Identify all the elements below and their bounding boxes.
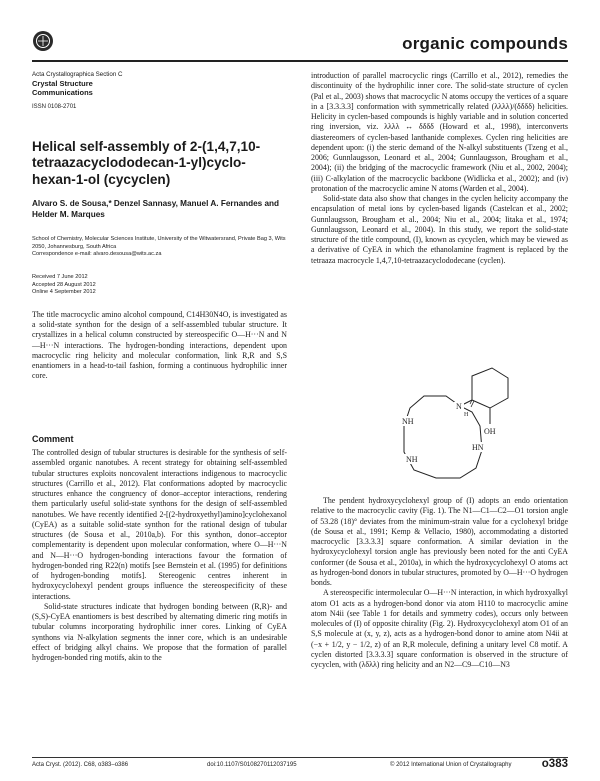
atom-label-h: H [464, 412, 469, 418]
series-line-2: Communications [32, 88, 93, 98]
footer-doi-link[interactable]: doi:10.1107/S0108270112037195 [207, 762, 297, 768]
date-received: Received 7 June 2012 [32, 274, 88, 280]
affiliation-block [32, 236, 287, 259]
left-column-body [32, 448, 287, 663]
page-number: o383 [541, 758, 568, 770]
paragraph: Solid-state data also show that changes in the cyclen helicity accompany the encapsulation of metal ions by cyclen-based ligands (Castelcan et al., 2002; Gunnlaugsson, Brougham et al., 2004; Niu et al., 2004; Iitaka et al., 1974; Gunnlaugsson, Leonard et al., 2004). In this study, we report the solid-state structure of the title compound, (I), known as cycyclen, which may be viewed as a derivative of CyEA in which the ethanolamine fragment is replaced by the tetraaza macrocycle 1,4,7,10-tetraazacyclododecane (cyclen). [311, 194, 568, 265]
paragraph: Solid-state structures indicate that hydrogen bonding between (R,R)- and (S,S)-CyEA enantiomers is best described by alternating dimeric ring motifs in tubular columns incorporating hydrophilic inner cores. Linking of CyEA synthons via N-alkylation segments the inner core, which is an undesirable effect of bridging alkyl chains. We propose that the formation of parallel hydrogen-bonded ring motifs, akin to the [32, 601, 287, 662]
atom-label-hn-right: HN [472, 443, 484, 452]
atom-label-n-top: N [456, 402, 462, 411]
journal-name: Acta Crystallographica Section C [32, 71, 123, 78]
cyclohexane-ring [472, 368, 508, 408]
paragraph: introduction of parallel macrocyclic rings (Carrillo et al., 2012), remedies the discontinuity of the hydrophilic inner core. The solid-state structure of cyclen (Pal et al., 2003) shows that macrocyclic N atoms occupy the vertices of a square in a [3.3.3.3] conformation with symmetrically related (λλλλ)/(δδδδ) helicities. Helicity in cyclen-based compounds is highly variable and in solution concerted ring inversion, viz. λλλλ ↔ δδδδ (Howard et al., 1998), interconverts diastereomers of cyclen-based lanthanide complexes. Cyclen ring helicities are dependent upon: (i) the steric demand of the N-alkyl substituents (Tzeng et al., 2006; Gunnlaugsson, Leonard et al., 2004; Gunnlaugsson, Brougham et al., 2004); (ii) the bridging of the macrocyclic framework (Niu et al., 2002, 2004); (iii) C-alkylation of the macrocyclic backbone (Widlicka et al., 2002); and (iv) protonation of the macrocyclic amine N atoms (Warden et al., 2004). [311, 71, 568, 193]
paragraph: The pendent hydroxycyclohexyl group of (I) adopts an endo orientation relative to the macrocyclic cavity (Fig. 1). The N1—C1—C2—O1 torsion angle of 53.28 (18)° deviates from the minimum-strain value for a cyclohexyl bridge (de Sousa et al., 1991; Kemp & Vellacio, 1980), accommodating a distorted macrocyclic [3.3.3.3] square conformation. A similar deviation in the hydroxycyclohexyl torsion angle has previously been noted for the anti CyEA conformer (de Sousa et al., 2010a), in which the hydroxycyclohexyl O atoms act as hydrogen-bond donors in tubular structures, promoted by O—H···O hydrogen bonds. [311, 496, 568, 587]
atom-label-nh-bottom: NH [406, 455, 418, 464]
header-rule [32, 60, 568, 62]
right-column-bottom [311, 496, 568, 670]
right-column-top [311, 71, 568, 266]
series-line-1: Crystal Structure [32, 79, 93, 89]
article-dates [32, 274, 287, 297]
macrocycle-ring [404, 396, 482, 478]
footer-copyright: © 2012 International Union of Crystallography [390, 762, 512, 768]
journal-meta [32, 71, 287, 112]
footer-rule [32, 757, 568, 758]
journal-section-heading: organic compounds [402, 34, 568, 53]
date-online: Online 4 September 2012 [32, 289, 96, 296]
comment-heading: Comment [32, 434, 74, 444]
article-title: Helical self-assembly of 2-(1,4,7,10-tetraazacyclododecan-1-yl)cyclo-hexan-1-ol (cycyclen) [32, 139, 261, 187]
atom-label-nh-left: NH [402, 417, 414, 426]
iucr-logo-icon [32, 30, 54, 52]
author-list: Alvaro S. de Sousa,* Denzel Sannasy, Manuel A. Fernandes and Helder M. Marques [32, 199, 280, 219]
footer-citation: Acta Cryst. (2012). C68, o383–o386 [32, 762, 129, 768]
affiliation: School of Chemistry, Molecular Sciences Institute, University of the Witwatersrand, Private Bag 3, Wits 2050, Johannesburg, South Africa [32, 236, 286, 250]
correspondence-email: Correspondence e-mail: alvaro.desousa@wits.ac.za [32, 251, 162, 258]
date-accepted: Accepted 28 August 2012 [32, 281, 96, 288]
issn: ISSN 0108-2701 [32, 104, 77, 111]
paragraph: A stereospecific intermolecular O—H···N interaction, in which hydroxyalkyl atom O1 acts as a hydrogen-bond donor via atom H110 to macrocyclic amine atom N4ii (see Table 1 for details and symmetry codes), occurs only between molecules of (I) of opposite chirality (Fig. 2). Hydroxycyclohexyl atom O1 of an S,S molecule at (x, y, z), acts as a hydrogen-bond donor to amine atom N4ii at (−x + 1/2, y − 1/2, z) of an R,R molecule, defining a unitary level C8 motif. A cyclen distorted [3.3.3.3] square conformation is observed in the structure of cycyclen, with (λδλλ) ring helicity and an N2—C9—C10—N3 [311, 588, 568, 669]
chemical-structure-figure [380, 366, 520, 488]
paragraph: The controlled design of tubular structures is desirable for the synthesis of self-assembled organic nanotubes. A recent strategy for obtaining self-assembled tubular structures exploits noncovalent interactions indigenous to macrocyclic structures (Carrillo et al., 2012). Flat conformations adopted by macrocyclic structures enhance the congruency of donor–acceptor interactions, rendering them particularly useful solid-state synthons for the design of self-assembled nanotubes. We have recently identified 2-[(2-hydroxyethyl)amino]cyclohexanol (CyEA) as a suitable solid-state synthon for the rational design of tubular structures (de Sousa et al., 2010a,b). For this synthon, donor–acceptor complementarity is dependent upon molecular conformation, where O—H···N and N—H···O hydrogen-bonding interactions favour the formation of hydrogen-bonded ring R22(n) motifs [see Bernstein et al. (1995) for definitions of hydrogen-bonding motifs]. Stereogenic centres inherent in hydroxycyclohexyl pendent groups influence the stereospecificity of these interactions. [32, 448, 287, 601]
abstract: The title macrocyclic amino alcohol compound, C14H30N4O, is investigated as a solid-state synthon for the design of a self-assembled tubular structure. It crystallizes in a helical column constructed by stereospecific O—H···N and N—H···N interactions. The hydrogen-bonding interactions, dependent upon macrocyclic ring helicity and molecular conformation, link R,R and S,S enantiomers in a head-to-tail fashion, forming a continuous hydrophilic inner core. [32, 310, 287, 381]
atom-label-oh: OH [484, 427, 496, 436]
